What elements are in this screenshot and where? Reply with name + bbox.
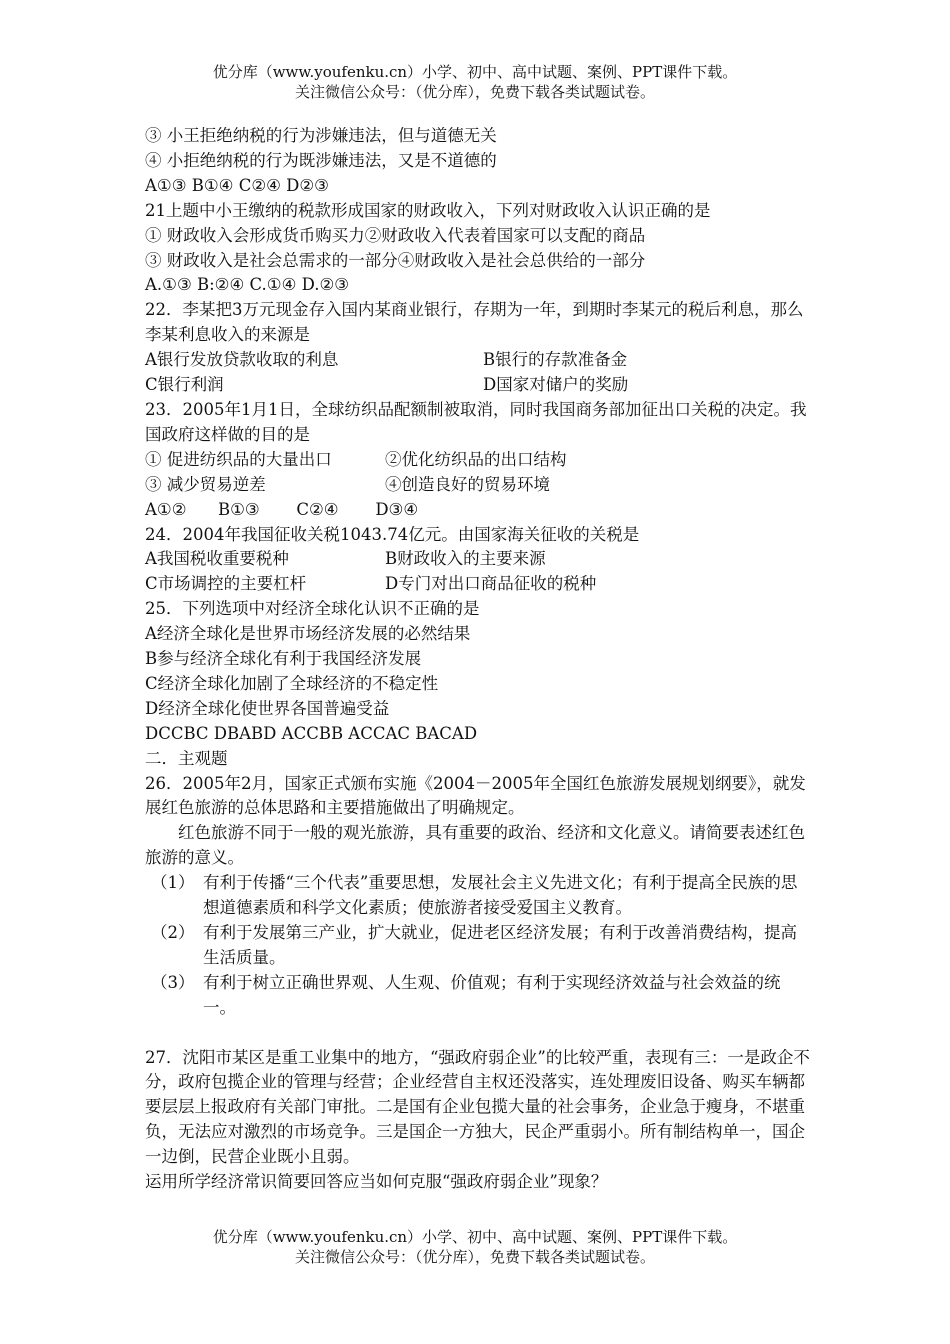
q26-answer-item	[145, 871, 810, 921]
q24-stem: 24．2004年我国征收关税1043.74亿元。由国家海关征收的关税是	[145, 524, 640, 544]
q22-choice-b: B银行的存款准备金	[483, 350, 628, 370]
q26-prompt: 红色旅游不同于一般的观光旅游，具有重要的政治、经济和文化意义。请简要表述红色旅游的意义。	[145, 823, 805, 868]
item-text: 有利于传播“三个代表”重要思想，发展社会主义先进文化；有利于提高全民族的思想道德素质和科学文化素质；使旅游者接受爱国主义教育。	[203, 873, 798, 918]
footer-line-2: 关注微信公众号：（优分库），免费下载各类试题试卷。	[294, 1248, 655, 1266]
q24-choice-c: C市场调控的主要杠杆	[145, 574, 307, 594]
item-number: （3）	[151, 972, 195, 992]
header-line-2: 关注微信公众号：（优分库），免费下载各类试题试卷。	[294, 83, 655, 101]
q21-options-1: ① 财政收入会形成货币购买力②财政收入代表着国家可以支配的商品	[145, 225, 646, 245]
item-text: 有利于树立正确世界观、人生观、价值观；有利于实现经济效益与社会效益的统一。	[203, 972, 781, 1017]
q25-choice-c: C经济全球化加剧了全球经济的不稳定性	[145, 673, 439, 693]
answer-key: DCCBC DBABD ACCBB ACCAC BACAD	[145, 723, 478, 743]
q20-choices: A①③ B①④ C②④ D②③	[145, 175, 329, 195]
document-body	[145, 124, 810, 1195]
q22-choice-d: D国家对储户的奖励	[483, 375, 629, 395]
q22-stem: 22．李某把3万元现金存入国内某商业银行，存期为一年，到期时李某元的税后利息，那么李某利息收入的来源是	[145, 300, 804, 345]
q26-answer-item	[145, 971, 810, 1021]
q27-stem: 27．沈阳市某区是重工业集中的地方，“强政府弱企业”的比较严重，表现有三：一是政企不分，政府包揽企业的管理与经营；企业经营自主权还没落实，连处理废旧设备、购买车辆都要层层上报政府有关部门审批。二是国有企业包揽大量的社会事务，企业急于瘦身，不堪重负，无法应对激烈的市场竞争。三是国企一方独大，民企严重弱小。所有制结构单一，国企一边倒，民营企业既小且弱。	[145, 1047, 810, 1167]
q24-choice-row-1	[145, 547, 810, 572]
q25-choice-d: D经济全球化使世界各国普遍受益	[145, 698, 390, 718]
q23-stem: 23．2005年1月1日，全球纺织品配额制被取消，同时我国商务部加征出口关税的决定。我国政府这样做的目的是	[145, 399, 807, 444]
item-text: 有利于发展第三产业，扩大就业，促进老区经济发展；有利于改善消费结构，提高生活质量。	[203, 923, 797, 967]
q22-choice-a: A银行发放贷款收取的利息	[145, 350, 339, 370]
q22-choice-row-1	[145, 348, 810, 373]
q25-stem: 25．下列选项中对经济全球化认识不正确的是	[145, 599, 480, 619]
q25-choice-b: B参与经济全球化有利于我国经济发展	[145, 649, 422, 669]
q24-choice-d: D专门对出口商品征收的税种	[385, 574, 597, 594]
q22-choice-row-2	[145, 373, 810, 398]
q20-option-3: ③ 小王拒绝纳税的行为涉嫌违法，但与道德无关	[145, 126, 497, 145]
section-heading: 二．主观题	[145, 748, 228, 768]
q21-choices: A.①③ B:②④ C.①④ D.②③	[145, 275, 350, 295]
q21-stem: 21上题中小王缴纳的税款形成国家的财政收入，下列对财政收入认识正确的是	[145, 200, 711, 220]
q24-choice-b: B财政收入的主要来源	[385, 549, 546, 569]
q21-options-2: ③ 财政收入是社会总需求的一部分④财政收入是社会总供给的一部分	[145, 250, 646, 270]
q23-option-3: ③ 减少贸易逆差	[145, 474, 266, 494]
header-line-1: 优分库（www.youfenku.cn）小学、初中、高中试题、案例、PPT课件下载。	[212, 63, 738, 81]
q26-stem: 26．2005年2月，国家正式颁布实施《2004－2005年全国红色旅游发展规划纲要》，就发展红色旅游的总体思路和主要措施做出了明确规定。	[145, 773, 806, 818]
q20-option-4: ④ 小拒绝纳税的行为既涉嫌违法，又是不道德的	[145, 150, 497, 170]
q23-choices: A①② B①③ C②④ D③④	[145, 499, 419, 519]
q24-choice-a: A我国税收重要税种	[145, 549, 289, 569]
item-number: （1）	[151, 873, 195, 893]
q25-choice-a: A经济全球化是世界市场经济发展的必然结果	[145, 624, 471, 644]
q23-option-row-2	[145, 473, 810, 498]
item-number: （2）	[151, 923, 195, 942]
q23-option-4: ④创造良好的贸易环境	[385, 474, 550, 494]
q26-answer-item	[145, 921, 810, 971]
page-footer	[0, 1227, 950, 1267]
blank-line	[145, 1021, 810, 1046]
q23-option-2: ②优化纺织品的出口结构	[385, 449, 567, 469]
q22-choice-c: C银行利润	[145, 375, 224, 395]
footer-line-1: 优分库（www.youfenku.cn）小学、初中、高中试题、案例、PPT课件下载。	[212, 1228, 738, 1246]
q27-question: 运用所学经济常识简要回答应当如何克服“强政府弱企业”现象？	[145, 1172, 608, 1192]
page-header	[0, 62, 950, 102]
q23-option-row-1	[145, 448, 810, 473]
q23-option-1: ① 促进纺织品的大量出口	[145, 449, 332, 469]
q24-choice-row-2	[145, 572, 810, 597]
